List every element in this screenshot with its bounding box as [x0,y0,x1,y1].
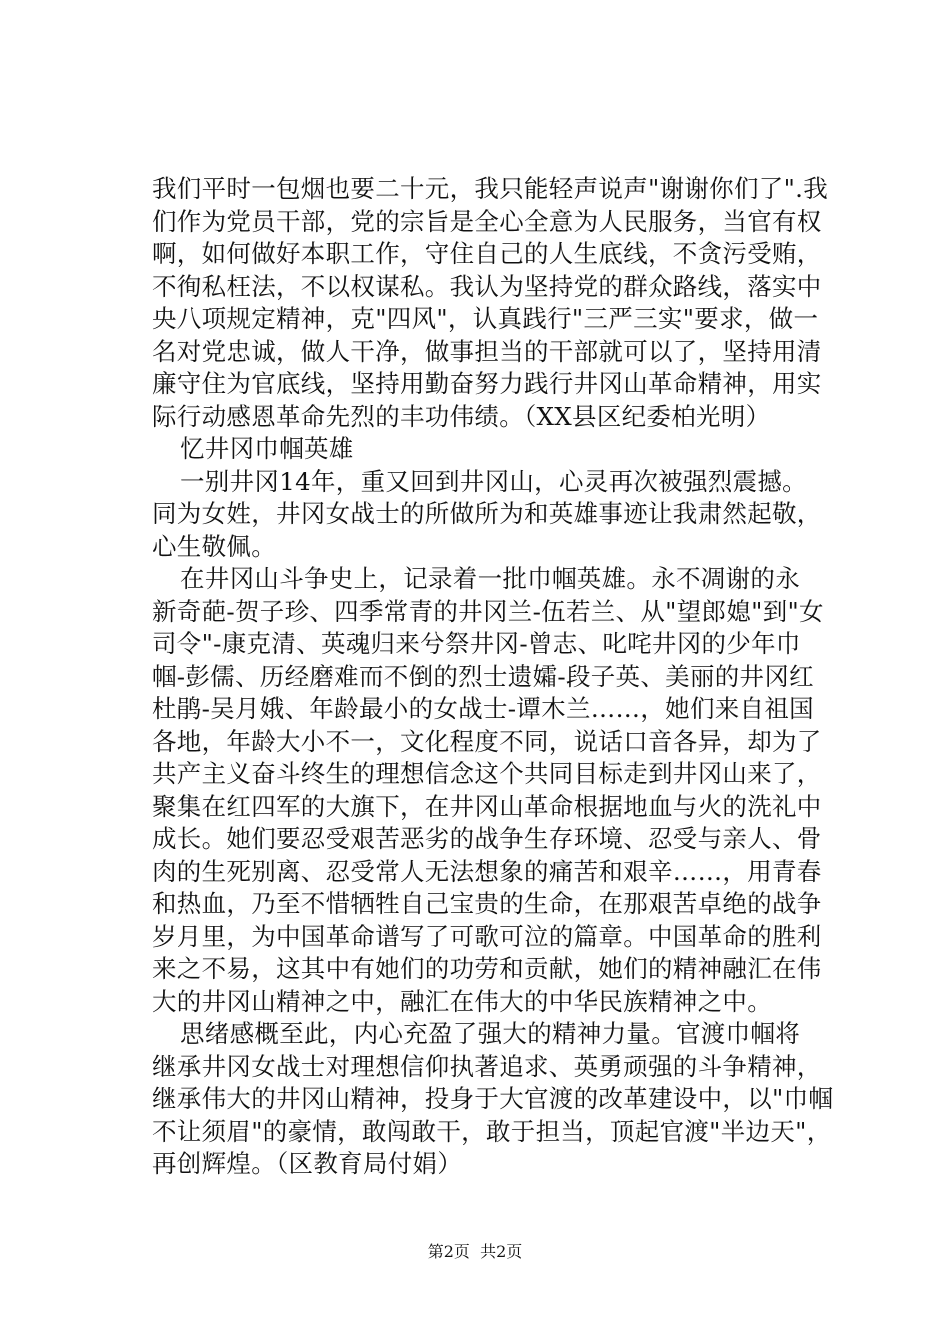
text-line: 共产主义奋斗终生的理想信念这个共同目标走到井冈山来了， [152,759,822,788]
text-line: 继承伟大的井冈山精神，投身于大官渡的改革建设中，以"巾帼 [152,1084,834,1113]
text-line: 再创辉煌。（区教育局付娟） [152,1149,463,1178]
text-line: 司令"-康克清、英魂归来兮祭井冈-曾志、叱咤井冈的少年巾 [152,629,801,658]
text-line: 不徇私枉法，不以权谋私。我认为坚持党的群众路线，落实中 [152,271,822,301]
text-line: 来之不易，这其中有她们的功劳和贡献，她们的精神融汇在伟 [152,954,822,983]
text-line: 新奇葩-贺子珍、四季常青的井冈兰-伍若兰、从"望郎媳"到"女 [152,596,824,626]
text-line: 各地，年龄大小不一，文化程度不同，说话口音各异，却为了 [152,726,822,756]
text-line: 在井冈山斗争史上，记录着一批巾帼英雄。永不凋谢的永 [180,564,800,593]
text-line: 继承井冈女战士对理想信仰执著追求、英勇顽强的斗争精神， [152,1051,822,1081]
text-line: 不让须眉"的豪情，敢闯敢干，敢于担当，顶起官渡"半边天"， [152,1116,832,1146]
text-line: 思绪感概至此，内心充盈了强大的精神力量。官渡巾帼将 [180,1019,800,1048]
text-line: 啊，如何做好本职工作，守住自己的人生底线，不贪污受贿， [152,239,822,268]
text-line: 们作为党员干部，党的宗旨是全心全意为人民服务，当官有权 [152,206,822,236]
text-line: 心生敬佩。 [152,531,276,561]
text-line: 名对党忠诚，做人干净，做事担当的干部就可以了，坚持用清 [152,336,822,366]
page-footer [0,1242,950,1262]
text-line: 廉守住为官底线，坚持用勤奋努力践行井冈山革命精神，用实 [152,369,822,398]
text-line: 同为女姓，井冈女战士的所做所为和英雄事迹让我肃然起敬， [152,499,822,528]
document-body [152,173,842,1181]
text-line: 和热血，乃至不惜牺牲自己宝贵的生命，在那艰苦卓绝的战争 [152,889,822,918]
text-line: 一别井冈14年，重又回到井冈山，心灵再次被强烈震撼。 [180,466,807,496]
text-line: 聚集在红四军的大旗下，在井冈山革命根据地血与火的洗礼中 [152,791,822,821]
text-line: 成长。她们要忍受艰苦恶劣的战争生存环境、忍受与亲人、骨 [152,824,822,853]
text-line: 杜鹃-吴月娥、年龄最小的女战士-谭木兰……，她们来自祖国 [152,694,814,723]
text-line: 央八项规定精神，克"四风"，认真践行"三严三实"要求，做一 [152,304,819,333]
text-line: 岁月里，为中国革命谱写了可歌可泣的篇章。中国革命的胜利 [152,921,822,951]
page-number-total: 共2页 [480,1242,523,1261]
text-line: 肉的生死别离、忍受常人无法想象的痛苦和艰辛……，用青春 [152,856,822,886]
text-line: 忆井冈巾帼英雄 [180,434,354,463]
text-line: 大的井冈山精神之中，融汇在伟大的中华民族精神之中。 [152,986,772,1016]
page-number-current: 第2页 [427,1242,470,1261]
text-line: 际行动感恩革命先烈的丰功伟绩。（XX县区纪委柏光明） [152,401,771,431]
text-line: 我们平时一包烟也要二十元，我只能轻声说声"谢谢你们了".我 [152,174,829,203]
text-line: 帼-彭儒、历经磨难而不倒的烈士遗孀-段子英、美丽的井冈红 [152,661,814,691]
